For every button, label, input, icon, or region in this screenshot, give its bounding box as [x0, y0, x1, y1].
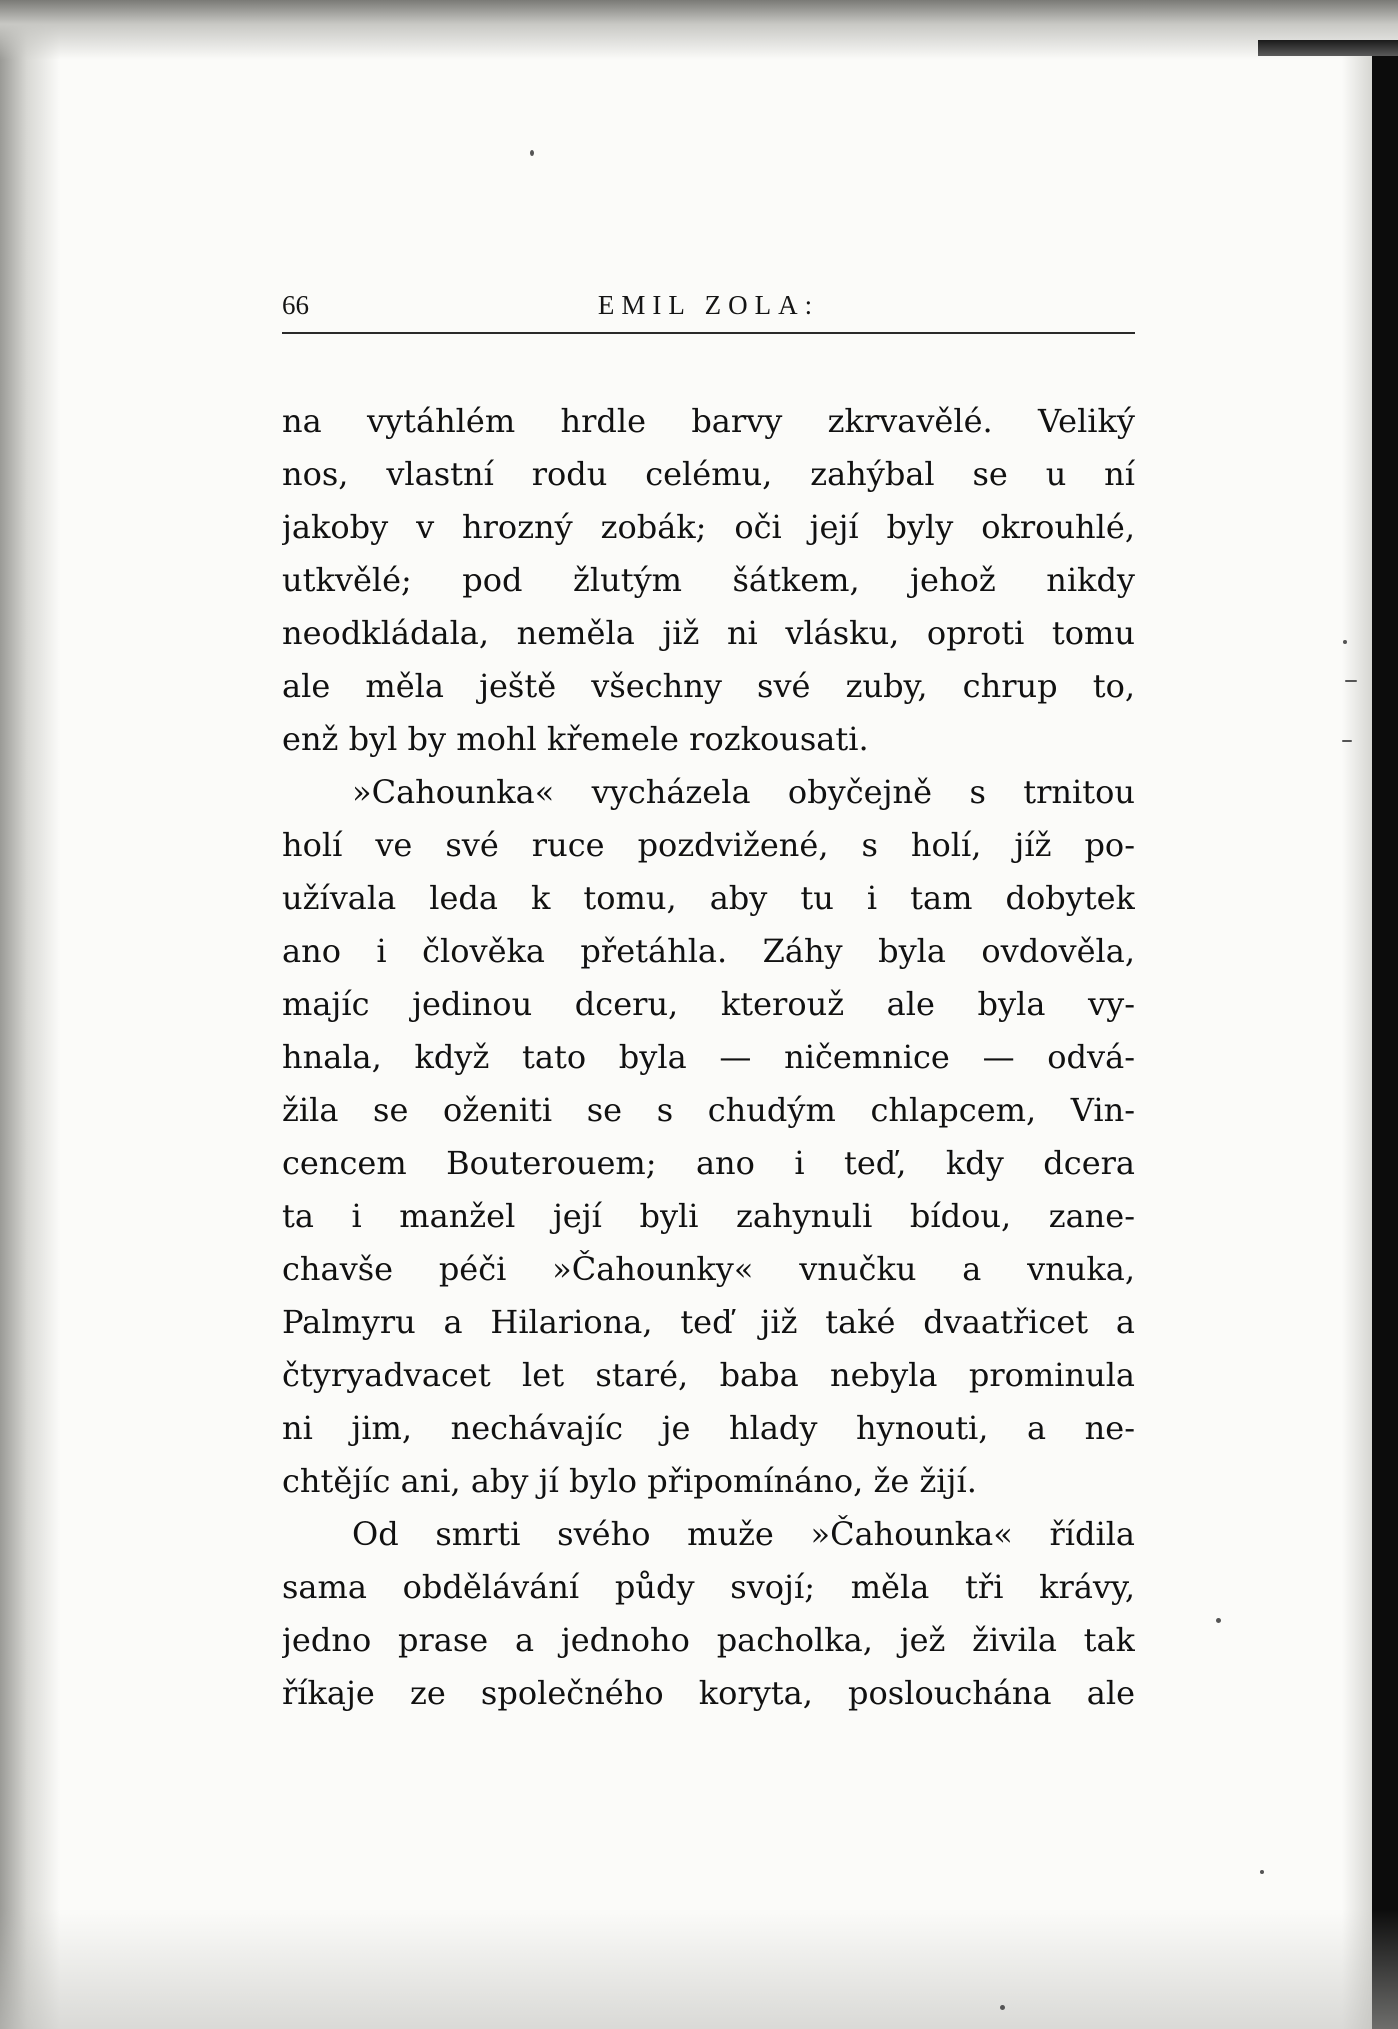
- spine-top-edge: [1258, 40, 1398, 56]
- text-line: ale měla ještě všechny své zuby, chrup to,: [282, 667, 1135, 705]
- paragraph-first-line: »Cahounka« vycházela obyčejně s trnitou: [352, 773, 1135, 811]
- text-line: Palmyru a Hilariona, teď již také dvaatřicet a: [282, 1303, 1135, 1341]
- paragraph-end-line: enž byl by mohl křemele rozkousati.: [282, 720, 869, 758]
- text-line: žila se oženiti se s chudým chlapcem, Vin-: [282, 1091, 1135, 1129]
- text-line: ni jim, nechávajíc je hlady hynouti, a ne-: [282, 1409, 1135, 1447]
- text-line: na vytáhlém hrdle barvy zkrvavělé. Veliký: [282, 402, 1135, 440]
- text-line: chavše péči »Čahounky« vnučku a vnuka,: [282, 1250, 1135, 1288]
- page-edge-shadow-top: [0, 0, 1398, 60]
- text-line: čtyryadvacet let staré, baba nebyla prominula: [282, 1356, 1135, 1394]
- text-line: říkaje ze společného koryta, poslouchána ale: [282, 1674, 1135, 1712]
- running-header-title: EMIL ZOLA:: [597, 290, 820, 320]
- paragraph-end-line: chtějíc ani, aby jí bylo připomínáno, že žijí.: [282, 1462, 977, 1500]
- text-line: hnala, když tato byla — ničemnice — odvá-: [282, 1038, 1135, 1076]
- text-line: jakoby v hrozný zobák; oči její byly okrouhlé,: [282, 508, 1135, 546]
- running-header: [282, 288, 1135, 334]
- scan-speck: [1345, 680, 1357, 682]
- scan-speck: [1342, 740, 1352, 742]
- page-edge-shadow-bottom: [0, 1909, 1398, 2029]
- text-line: utkvělé; pod žlutým šátkem, jehož nikdy: [282, 561, 1135, 599]
- spine-shadow: [1342, 50, 1372, 2029]
- text-line: majíc jedinou dceru, kterouž ale byla vy-: [282, 985, 1135, 1023]
- scan-speck: [1343, 640, 1347, 644]
- text-line: cencem Bouterouem; ano i teď, kdy dcera: [282, 1144, 1135, 1182]
- text-line: holí ve své ruce pozdvižené, s holí, jíž po-: [282, 826, 1135, 864]
- text-line: ano i člověka přetáhla. Záhy byla ovdověla,: [282, 932, 1135, 970]
- scan-speck: [1216, 1618, 1221, 1623]
- text-line: nos, vlastní rodu celému, zahýbal se u ní: [282, 455, 1135, 493]
- page-number: 66: [282, 290, 309, 320]
- book-spine-edge: [1372, 50, 1398, 2029]
- page-edge-shadow-left: [0, 0, 60, 2029]
- body-text: [282, 395, 1135, 1720]
- scan-speck: [1000, 2005, 1005, 2010]
- text-line: sama obdělávání půdy svojí; měla tři krávy,: [282, 1568, 1135, 1606]
- scan-speck: [1260, 1870, 1264, 1874]
- text-line: ta i manžel její byli zahynuli bídou, zane-: [282, 1197, 1135, 1235]
- scan-speck: [530, 150, 534, 156]
- text-line: jedno prase a jednoho pacholka, jež živila tak: [282, 1621, 1135, 1659]
- text-line: užívala leda k tomu, aby tu i tam dobytek: [282, 879, 1135, 917]
- paragraph-first-line: Od smrti svého muže »Čahounka« řídila: [352, 1515, 1135, 1553]
- text-line: neodkládala, neměla již ni vlásku, oproti tomu: [282, 614, 1135, 652]
